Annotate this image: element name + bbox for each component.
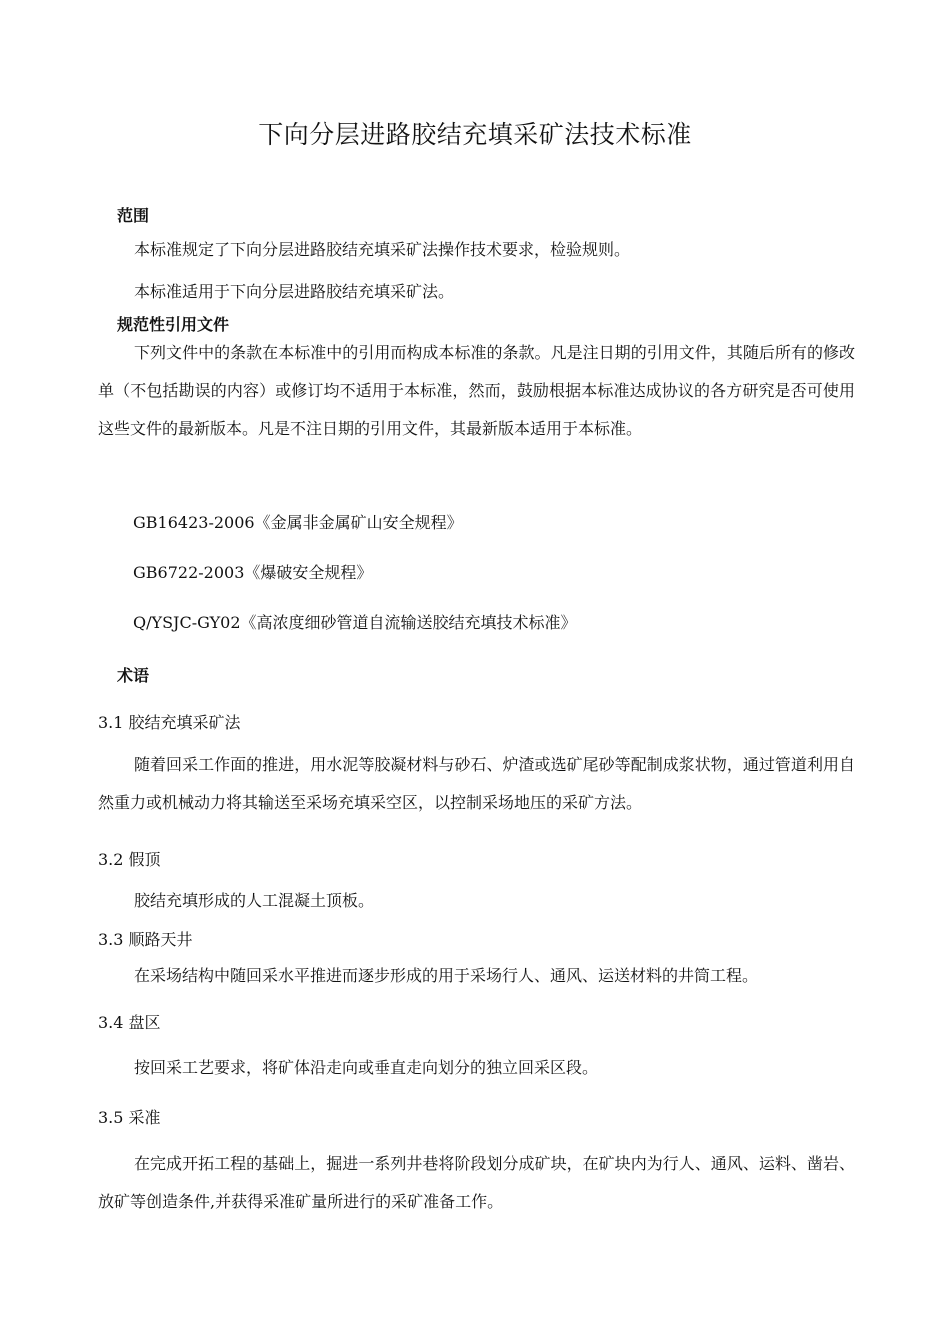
references-paragraph: 下列文件中的条款在本标准中的引用而构成本标准的条款。凡是注日期的引用文件，其随后所有的修改单（不包括勘误的内容）或修订均不适用于本标准，然而，鼓励根据本标准达成协议的各方研究是否可使用这些文件的最新版本。凡是不注日期的引用文件，其最新版本适用于本标准。 — [98, 343, 855, 438]
term-definition-3-4: 按回采工艺要求，将矿体沿走向或垂直走向划分的独立回采区段。 — [134, 1058, 599, 1077]
term-definition-3-1: 随着回采工作面的推进，用水泥等胶凝材料与砂石、炉渣或选矿尾砂等配制成浆状物，通过管道利用自然重力或机械动力将其输送至采场充填采空区，以控制采场地压的采矿方法。 — [98, 755, 855, 812]
term-definition-3-2: 胶结充填形成的人工混凝土顶板。 — [134, 891, 375, 910]
term-definition-3-5: 在完成开拓工程的基础上，掘进一系列井巷将阶段划分成矿块，在矿块内为行人、通风、运料、凿岩、放矿等创造条件,并获得采准矿量所进行的采矿准备工作。 — [98, 1154, 855, 1211]
reference-item: GB6722-2003《爆破安全规程》 — [133, 563, 373, 582]
term-definition-3-3: 在采场结构中随回采水平推进而逐步形成的用于采场行人、通风、运送材料的井筒工程。 — [134, 966, 759, 985]
scope-line-1: 本标准规定了下向分层进路胶结充填采矿法操作技术要求，检验规则。 — [134, 240, 631, 259]
document-title: 下向分层进路胶结充填采矿法技术标准 — [258, 120, 692, 149]
scope-line-2: 本标准适用于下向分层进路胶结充填采矿法。 — [134, 282, 455, 301]
term-label-3-5: 3.5 采准 — [98, 1108, 161, 1127]
term-label-3-2: 3.2 假顶 — [98, 850, 161, 869]
term-label-3-1: 3.1 胶结充填采矿法 — [98, 713, 241, 732]
term-label-3-4: 3.4 盘区 — [98, 1013, 161, 1032]
section-heading-references: 规范性引用文件 — [117, 315, 230, 334]
reference-item: GB16423-2006《金属非金属矿山安全规程》 — [133, 513, 463, 532]
section-heading-terms: 术语 — [117, 666, 150, 685]
reference-item: Q/YSJC-GY02《高浓度细砂管道自流输送胶结充填技术标准》 — [133, 613, 577, 632]
term-label-3-3: 3.3 顺路天井 — [98, 930, 193, 949]
section-heading-scope: 范围 — [117, 206, 150, 225]
